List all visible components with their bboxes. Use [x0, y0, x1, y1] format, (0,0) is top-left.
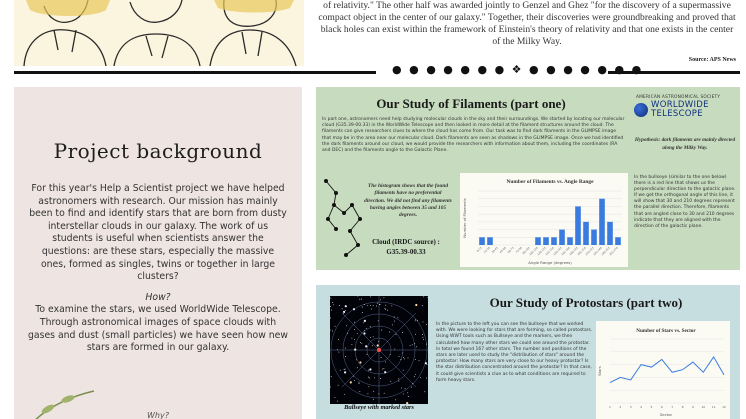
star-dot	[362, 307, 363, 308]
nobel-header	[0, 0, 746, 76]
star-dot	[359, 299, 360, 300]
star-dot	[353, 376, 354, 377]
star-dot	[426, 378, 427, 379]
star-dot	[363, 322, 364, 323]
line-chart-tick-label: 5	[650, 405, 653, 409]
filament-bar	[559, 230, 565, 245]
star-dot	[423, 339, 424, 340]
star-dot	[391, 305, 392, 306]
how-heading: How?	[145, 291, 171, 303]
star-dot	[395, 399, 396, 400]
star-dot	[425, 362, 427, 364]
star-dot	[420, 377, 421, 378]
star-dot	[403, 357, 404, 358]
bar-chart-tick-label: 255-270	[608, 246, 619, 257]
project-title: Project background	[53, 139, 263, 163]
line-chart-tick-label: 1	[609, 405, 611, 409]
star-dot	[415, 374, 416, 375]
star-dot	[423, 296, 424, 297]
star-dot	[389, 332, 390, 333]
star-dot	[331, 376, 332, 377]
line-chart-tick-label: 4	[640, 405, 643, 409]
star-dot	[426, 344, 427, 345]
star-dot	[338, 385, 339, 386]
star-dot	[415, 304, 417, 306]
filament-bar	[607, 222, 613, 245]
star-dot	[398, 381, 399, 382]
star-dot	[356, 359, 357, 360]
star-dot	[351, 338, 352, 339]
filament-bar	[551, 237, 557, 245]
star-dot	[426, 324, 427, 325]
filament-bar	[615, 237, 621, 245]
star-dot	[357, 333, 358, 334]
line-chart-tick-label: 8	[681, 405, 684, 409]
star-dot	[378, 320, 379, 321]
star-dot	[395, 334, 396, 335]
star-dot	[330, 298, 331, 299]
star-dot	[416, 346, 417, 347]
star-dot	[383, 368, 384, 369]
star-dot	[363, 332, 365, 334]
star-dot	[353, 308, 355, 310]
bar-chart-tick-label: 225-240	[592, 246, 603, 257]
star-dot	[414, 376, 415, 377]
star-dot	[343, 311, 345, 313]
star-dot	[368, 386, 369, 387]
ornament-divider: ● ● ● ● ● ● ● ❖ ● ● ● ● ● ● ●	[392, 63, 644, 76]
star-dot	[422, 337, 423, 338]
star-dot	[377, 303, 378, 304]
star-dot	[367, 305, 368, 306]
bar-chart-tick-label: 30-45	[491, 246, 499, 255]
bar-chart-tick-label: 240-255	[600, 246, 611, 257]
star-dot	[373, 391, 374, 392]
star-dot	[347, 333, 348, 334]
bar-chart-tick-label: 15-30	[483, 246, 491, 255]
star-dot	[365, 345, 367, 347]
star-dot	[380, 304, 381, 305]
star-dot	[372, 345, 373, 346]
star-dot	[361, 299, 362, 300]
wwt-logo	[634, 95, 738, 118]
line-chart-tick-label: 10	[701, 405, 706, 409]
star-dot	[378, 393, 379, 394]
star-dot	[359, 391, 360, 392]
star-dot	[351, 344, 352, 345]
star-dot	[333, 304, 334, 305]
globe-icon	[634, 103, 648, 117]
cloud-label: Cloud (IRDC source) :	[372, 238, 440, 246]
star-dot	[354, 349, 356, 351]
bullseye-note: In the bullseye (similar to the one below) there is a red line that shows us the perpendicular direction to the galactic plane. If we get the orthogonal angle of this line, it will show that 30 and 210 degrees represent the parallel direction. Therefore, filaments that are angled close to 30 and 210 degrees indicate that they are aligned with the direction of the galactic plane.	[634, 175, 736, 229]
protostars-study-panel	[316, 285, 740, 419]
bar-chart-tick-label: 120-135	[536, 246, 547, 257]
laureate-portraits	[14, 0, 304, 66]
star-dot	[412, 383, 413, 384]
star-dot	[331, 310, 332, 311]
star-dot	[423, 321, 424, 322]
aas-label: AMERICAN ASTRONOMICAL SOCIETY	[636, 95, 721, 100]
star-dot	[364, 304, 365, 305]
star-dot	[335, 326, 336, 327]
star-dot	[390, 354, 391, 355]
bar-chart-xlabel: Angle Range (degrees)	[528, 260, 572, 265]
star-dot	[422, 334, 423, 335]
how-description: To examine the stars, we used WorldWide Telescope. Through astronomical images of space clouds with gases and dust (small particles) we have seen how new stars are formed in our galaxy.	[28, 304, 289, 354]
star-dot	[408, 357, 409, 358]
star-dot	[410, 345, 411, 346]
star-dot	[402, 332, 403, 333]
star-dot	[407, 392, 408, 393]
star-dot	[345, 310, 346, 311]
line-chart-tick-label: 3	[629, 405, 632, 409]
star-dot	[359, 383, 360, 384]
star-dot	[367, 393, 368, 394]
star-dot	[345, 348, 346, 349]
star-dot	[405, 388, 406, 389]
why-heading: Why?	[147, 411, 169, 419]
star-dot	[394, 317, 395, 318]
star-dot	[344, 394, 345, 395]
star-dot	[394, 321, 395, 322]
stars-series-line	[610, 357, 724, 383]
star-dot	[384, 393, 385, 394]
star-dot	[373, 336, 374, 337]
star-dot	[403, 393, 404, 394]
star-dot	[381, 357, 382, 358]
star-dot	[374, 377, 375, 378]
project-background-panel	[14, 87, 302, 419]
star-dot	[368, 377, 369, 378]
project-body	[28, 183, 288, 355]
star-dot	[382, 369, 383, 370]
line-chart-tick-label: 2	[619, 405, 622, 409]
bullseye-caption: Bullseye with marked stars	[344, 404, 414, 411]
line-chart-title: Number of Stars vs. Sector	[636, 328, 696, 334]
star-dot	[354, 380, 355, 381]
line-chart-tick-label: 12	[722, 405, 726, 409]
star-dot	[380, 378, 381, 379]
star-dot	[354, 329, 355, 330]
wwt-line-1: WORLDWIDE	[651, 100, 709, 110]
star-dot	[366, 328, 367, 329]
star-dot	[394, 349, 395, 350]
wwt-line-2: TELESCOPE	[651, 108, 703, 119]
star-dot	[370, 305, 371, 306]
protostar-marker	[377, 348, 381, 352]
star-dot	[412, 344, 413, 345]
bar-chart-tick-label: 45-60	[499, 246, 507, 255]
bar-chart-tick-label: 165-180	[560, 246, 571, 257]
star-dot	[385, 305, 386, 306]
star-dot	[390, 381, 391, 382]
source-credit: Source: APS News	[688, 57, 736, 63]
bar-chart-tick-label: 150-165	[552, 246, 563, 257]
star-dot	[384, 371, 386, 373]
star-dot	[359, 382, 360, 383]
star-dot	[399, 356, 400, 357]
star-dot	[337, 349, 338, 350]
star-dot	[364, 320, 366, 322]
star-dot	[400, 359, 401, 360]
star-dot	[383, 297, 384, 298]
bullseye-star-image	[330, 296, 428, 404]
filament-bar	[591, 230, 597, 245]
star-dot	[380, 299, 381, 300]
star-dot	[345, 356, 346, 357]
line-chart-ylabel: Stars	[597, 366, 602, 376]
star-dot	[370, 326, 371, 327]
filament-angle-chart	[460, 173, 628, 267]
star-dot	[376, 306, 377, 307]
star-dot	[398, 378, 399, 379]
filaments-title: Our Study of Filaments (part one)	[376, 96, 566, 111]
star-dot	[345, 369, 346, 370]
filament-bar	[535, 237, 541, 245]
star-dot	[370, 296, 371, 297]
bar-chart-ylabel: Number of Filaments	[462, 198, 467, 238]
bar-chart-tick-label: 60-75	[507, 246, 515, 255]
star-dot	[417, 320, 418, 321]
bar-chart-tick-label: 0-15	[476, 246, 483, 253]
star-dot	[342, 308, 343, 309]
bar-chart-tick-label: 210-225	[584, 246, 595, 257]
star-dot	[415, 359, 416, 360]
star-dot	[338, 352, 339, 353]
star-dot	[387, 310, 388, 311]
star-dot	[378, 341, 379, 342]
star-dot	[419, 360, 420, 361]
project-description: For this year's Help a Scientist project we have helped astronomers with research. Our mission has mainly been to find and identify stars that are born from dusty interstellar clouds in our galaxy. The work of us students is useful when scientists answer the questions: are these stars, especially the massive ones, formed as singles, twins or together in large clusters?	[29, 183, 287, 283]
star-dot	[334, 397, 335, 398]
star-dot	[350, 381, 352, 383]
protostars-title: Our Study of Protostars (part two)	[489, 295, 683, 310]
bar-chart-tick-label: 135-150	[544, 246, 555, 257]
star-dot	[381, 330, 382, 331]
filament-bar	[487, 237, 493, 245]
star-dot	[345, 305, 347, 307]
cloud-id: G35.39-00.33	[386, 248, 426, 256]
star-dot	[354, 322, 355, 323]
star-dot	[354, 339, 355, 340]
divider-left	[14, 71, 376, 74]
star-dot	[401, 387, 402, 388]
bar-chart-tick-label: 90-105	[522, 246, 531, 256]
star-dot	[362, 312, 363, 313]
star-dot	[424, 391, 425, 392]
star-dot	[340, 370, 341, 371]
star-dot	[414, 343, 415, 344]
star-dot	[359, 361, 361, 363]
histogram-note: The histogram shows that the found filaments have no preferential direction. We did not find any filaments having angles between 35 and 105 degrees.	[364, 183, 452, 219]
line-chart-tick-label: 6	[660, 405, 663, 409]
star-dot	[346, 325, 347, 326]
star-dot	[364, 330, 365, 331]
star-dot	[367, 354, 368, 355]
star-dot	[339, 305, 340, 306]
star-dot	[385, 362, 386, 363]
star-dot	[343, 313, 344, 314]
bar-chart-tick-label: 105-120	[528, 246, 539, 257]
filament-bar	[479, 237, 485, 245]
star-dot	[415, 334, 416, 335]
star-dot	[338, 339, 339, 340]
star-dot	[344, 369, 345, 370]
star-dot	[370, 337, 371, 338]
star-dot	[427, 364, 428, 365]
cloud-label-block	[356, 237, 456, 257]
star-dot	[360, 342, 361, 343]
star-dot	[368, 370, 369, 371]
star-dot	[332, 331, 333, 332]
filament-bar	[599, 199, 605, 245]
stars-sector-chart	[596, 321, 730, 419]
star-dot	[373, 399, 374, 400]
flower-decoration-icon	[28, 387, 98, 419]
star-dot	[357, 367, 358, 368]
star-dot	[385, 308, 386, 309]
filament-bar	[543, 237, 549, 245]
filaments-intro: In part one, astronomers need help studying molecular clouds in the sky and their surroundings. We started by locating our molecular cloud (G35.39-00.33) in the WorldWide Telescope and then looked in more detail at the filament structures around the cloud. The filaments can give researchers clues to where the cloud has come from. Our task was to find dark filaments in the GLIMPSE image that may be in the area near our molecular cloud. Dark filaments are seen as shadows in the GLIMPSE image. Once we had identified the dark filaments around our cloud, we would provide the researchers with information about them, including the coordinates (RA and DEC) and the filaments angle to the Galactic Plane.	[322, 117, 625, 154]
filaments-hypothesis: Hypothesis: dark filaments are mainly directed along the Milky Way.	[634, 137, 736, 151]
star-dot	[369, 378, 370, 379]
star-dot	[415, 320, 416, 321]
line-chart-tick-label: 9	[691, 405, 694, 409]
star-dot	[332, 302, 333, 303]
star-dot	[361, 343, 362, 344]
star-dot	[344, 371, 346, 373]
star-dot	[404, 358, 405, 359]
filament-bar	[567, 237, 573, 245]
line-chart-tick-label: 11	[711, 405, 716, 409]
bar-chart-tick-label: 75-90	[515, 246, 523, 255]
star-dot	[397, 317, 398, 318]
protostars-body: In the picture to the left you can see the bullseye that we worked with. We were looking for stars that are forming, so called protostars. Using WWT tools such as Bullseye and the markers, we then calculated how many other stars we could see around the protostar. In total we found 167 other stars. The number and positions of the stars are later used to study the "distribution of stars" around the protostar: How many stars are very close to our heavy protostar? Is the star distribution concentrated around the protostar? In that case, it could give scientists a clue as to what conditions are required to form heavy stars.	[436, 322, 593, 383]
line-chart-xlabel: Sector	[659, 412, 673, 417]
bar-chart-tick-label: 195-210	[576, 246, 587, 257]
star-dot	[403, 370, 404, 371]
nobel-prize-text: of relativity." The other half was awarded jointly to Genzel and Ghez "for the discovery of a supermassive compact object in the center of our galaxy." Together, their discoveries were groundbreaking and proved that black holes can exist within the framework of Einstein's theory of relativity and that one exists in the center of the Milky Way.	[318, 0, 736, 47]
star-dot	[422, 305, 423, 306]
star-dot	[377, 344, 379, 346]
filament-bar	[583, 222, 589, 245]
star-dot	[373, 305, 374, 306]
star-dot	[385, 309, 386, 310]
bar-chart-tick-label: 180-195	[568, 246, 579, 257]
star-dot	[392, 324, 393, 325]
star-dot	[415, 319, 416, 320]
bar-chart-title: Number of Filaments vs. Angle Range	[506, 179, 594, 185]
star-dot	[371, 309, 372, 310]
star-dot	[411, 387, 412, 388]
star-dot	[337, 401, 338, 402]
filaments-study-panel	[316, 87, 740, 270]
filament-bar	[575, 206, 581, 245]
line-chart-tick-label: 7	[671, 405, 674, 409]
star-dot	[369, 368, 371, 370]
star-dot	[402, 352, 403, 353]
star-dot	[408, 396, 409, 397]
star-dot	[330, 306, 331, 307]
